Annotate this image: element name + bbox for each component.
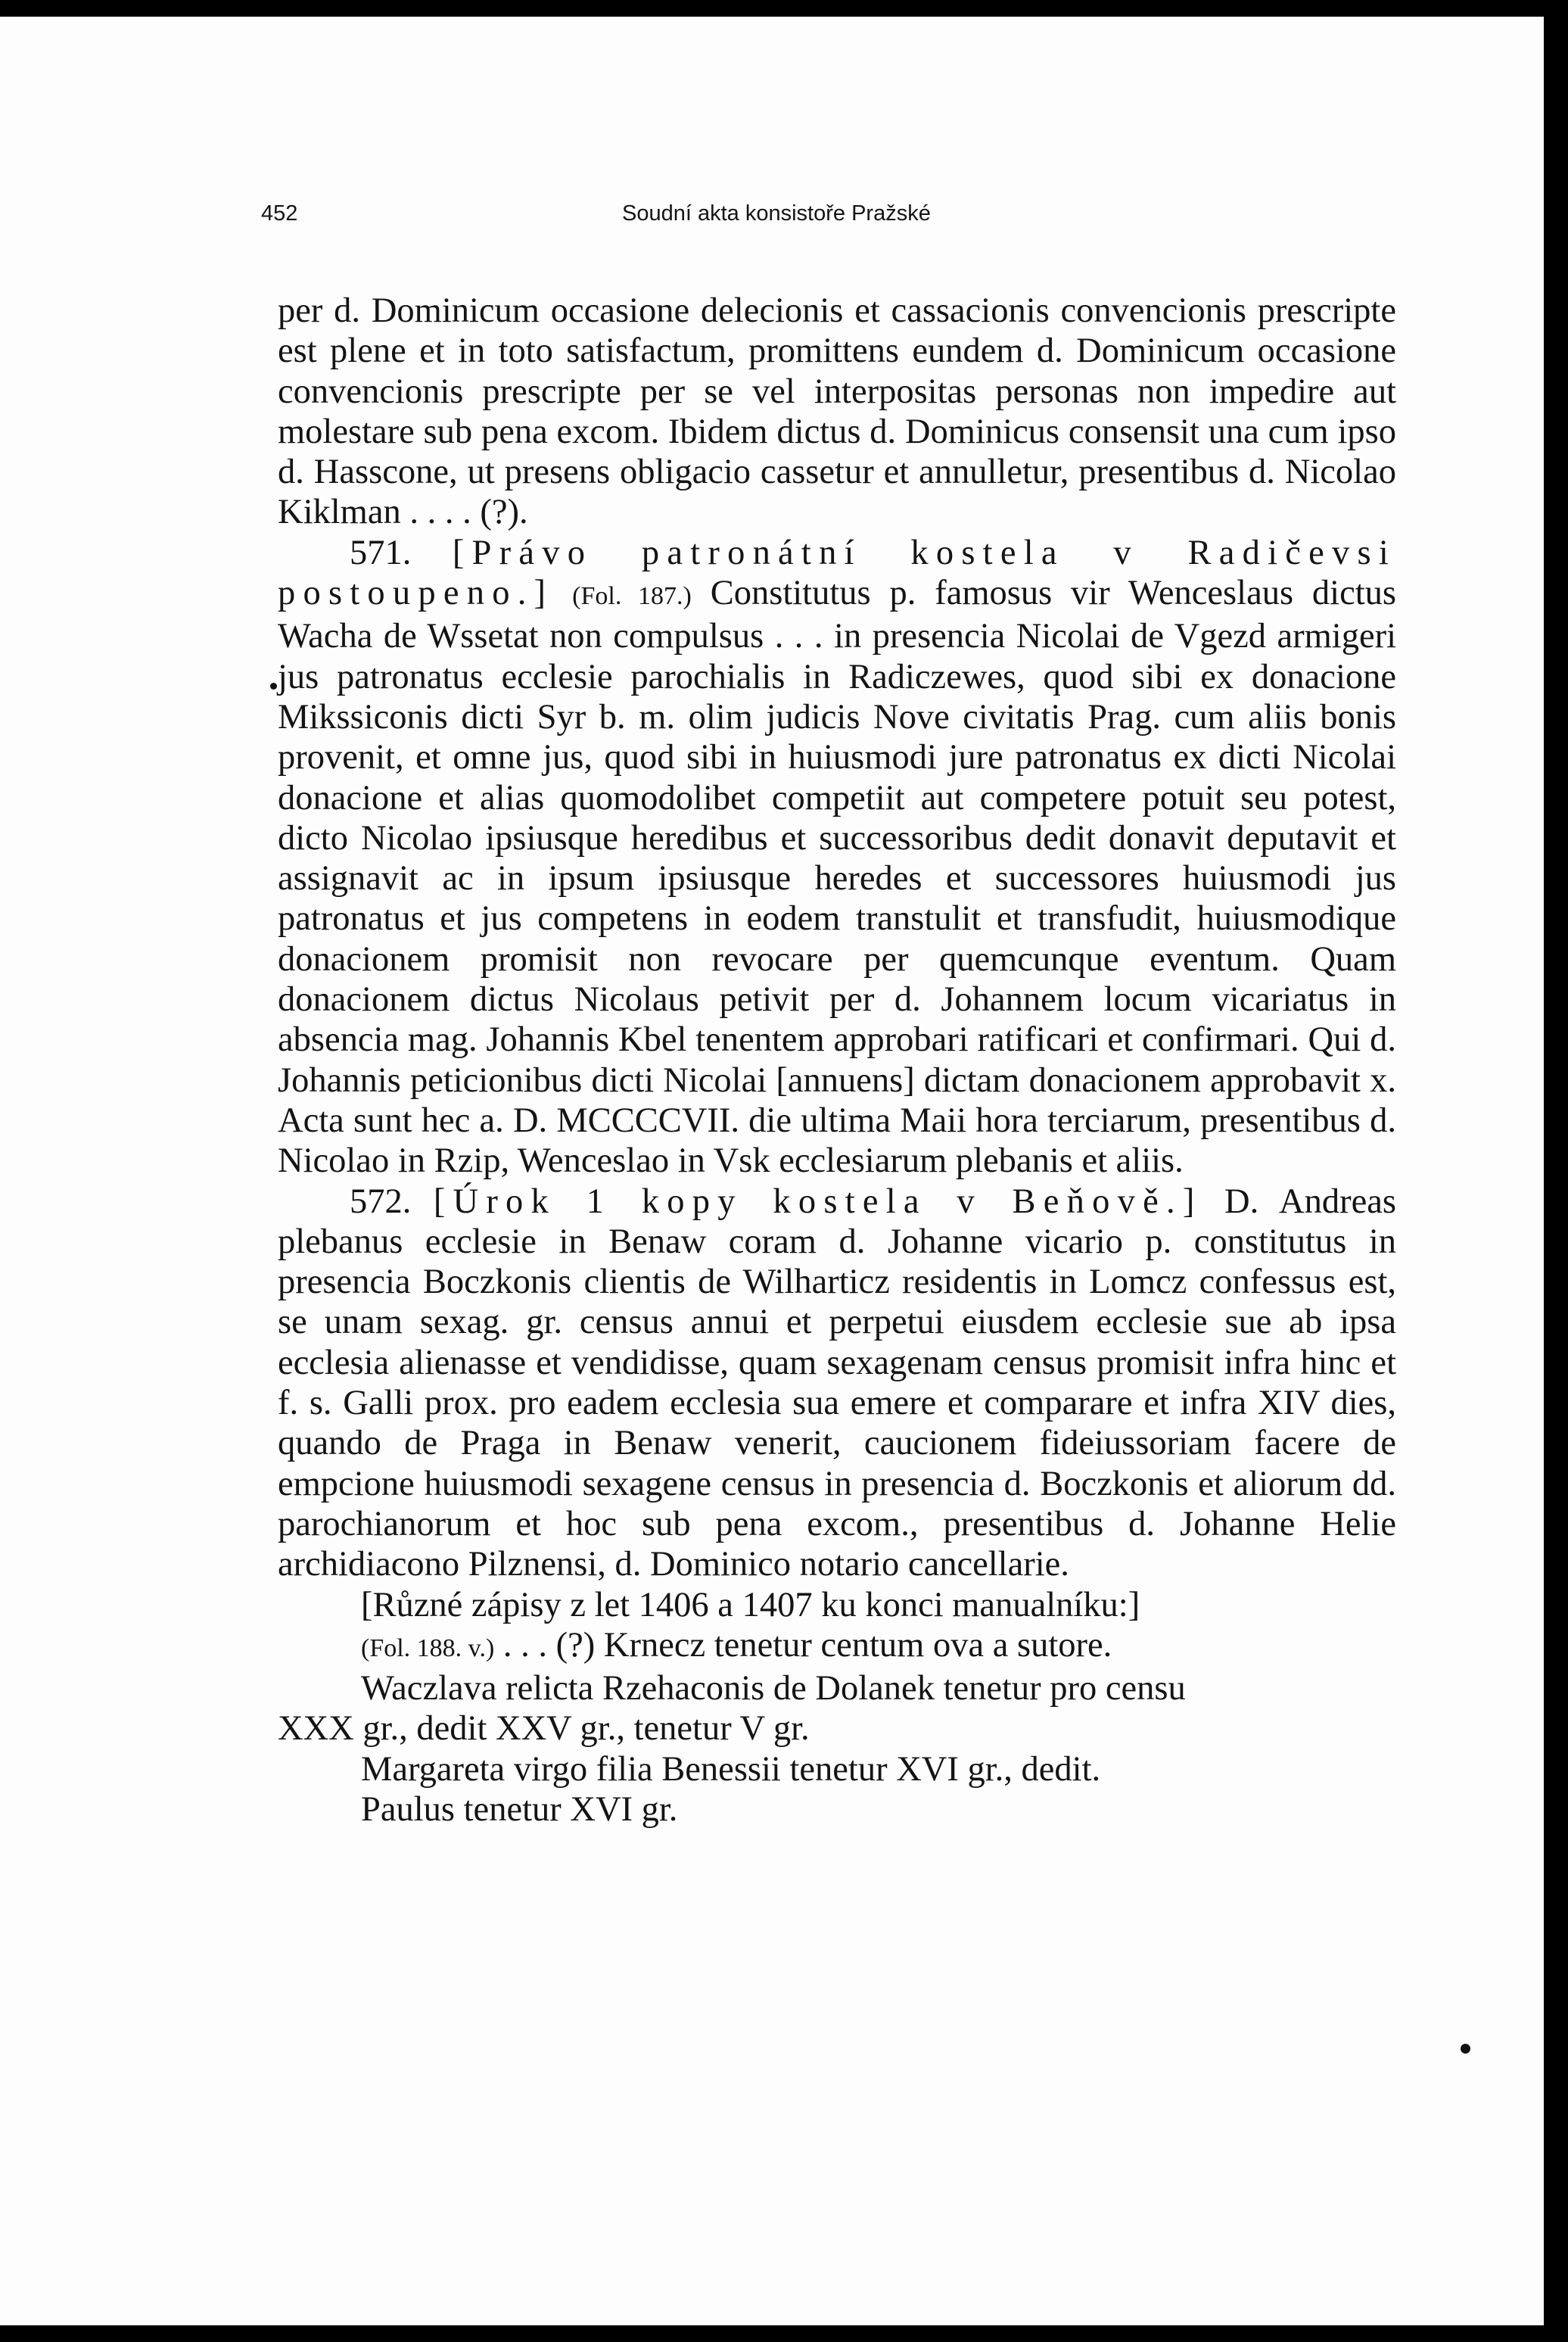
entry-571-text: Constitutus p. famosus vir Wenceslaus dictus Wacha de Wssetat non compulsus . . . in presencia Nicolai de Vgezd armigeri jus patronatus ecclesie parochialis in Radiczewes, quod sibi ex donacione Mikssiconis dicti Syr b. m. olim judicis Nove civitatis Prag. cum aliis bonis provenit, et omne jus, quod sibi in huiusmodi jure patronatus ex dicti Nicolai donacione et alias quomodolibet competiit aut competere potuit seu potest, dicto Nicolao ipsiusque heredibus et successoribus dedit donavit deputavit et assignavit ac in ipsum ipsiusque heredes et successores huiusmodi jus patronatus et jus competens in eodem transtulit et transfudit, huiusmodique donacionem promisit non revocare per quemcunque eventum. Quam donacionem dictus Nicolaus petivit per d. Johannem locum vicariatus in absencia mag. Johannis Kbel tenentem approbari ratificari et confirmari. Qui d. Johannis peticionibus dicti Nicolai [annuens] dictam donacionem approbavit x. Acta sunt hec a. D. MCCCCVII. die ultima Maii hora terciarum, presentibus d. Nicolao in Rzip, Wenceslao in Vsk ecclesiarum plebanis et aliis.: [278, 574, 1396, 1181]
notes-line-4: Paulus tenetur XVI gr.: [361, 1789, 678, 1829]
entry-571-title: [Právo patronátní kostela v Radičevsi postoupeno.]: [278, 533, 1396, 613]
notes-line-2-first: Waczlava relicta Rzehaconis de Dolanek tenetur pro censu: [361, 1669, 1186, 1708]
entry-572-number: 572.: [350, 1182, 412, 1221]
notes-line-2-cont: XXX gr., dedit XXV gr., tenetur V gr.: [278, 1709, 810, 1749]
notes-line-1-text: . . . (?) Krnecz tenetur centum ova a sutore.: [502, 1625, 1112, 1665]
intro-paragraph: per d. Dominicum occasione delecionis et cassacionis convencionis prescripte est plene et in toto satisfactum, promittens eundem d. Dominicum occasione convencionis prescripte per se vel interpositas personas non impedire aut molestare sub pena excom. Ibidem dictus d. Dominicus consensit una cum ipso d. Hasscone, ut presens obligacio cassetur et annulletur, presentibus d. Nicolao Kiklman . . . . (?).: [278, 291, 1396, 532]
page-number: 452: [261, 201, 298, 226]
entry-571: [278, 533, 1396, 1182]
margin-dot-right: [1461, 2044, 1470, 2054]
notes-line-1: [278, 1625, 1396, 1668]
margin-dot-left: [270, 683, 277, 690]
main-text: [278, 291, 1396, 1830]
entry-572-text: D. Andreas plebanus ecclesie in Benaw coram d. Johanne vicario p. constitutus in presencia Boczkonis clientis de Wilharticz residentis in Lomcz confessus est, se unam sexag. gr. census annui et perpetui eiusdem ecclesie sue ab ipsa ecclesia alienasse et vendidisse, quam sexagenam census promisit infra hinc et f. s. Galli prox. pro eadem ecclesia sua emere et comparare et infra XIV dies, quando de Praga in Benaw venerit, caucionem fideiussoriam facere de empcione huiusmodi sexagene census in presencia d. Boczkonis et aliorum dd. parochianorum et hoc sub pena excom., presentibus d. Johanne Helie archidiacono Pilznensi, d. Dominico notario cancellarie.: [278, 1182, 1396, 1584]
entry-571-folio: (Fol. 187.): [572, 582, 692, 611]
notes-line-3: Margareta virgo filia Benessii tenetur XVI gr., dedit.: [361, 1749, 1101, 1789]
notes-line-2: [278, 1668, 1396, 1749]
notes-heading: [Různé zápisy z let 1406 a 1407 ku konci manualníku:]: [361, 1585, 1140, 1624]
page-header: [0, 201, 1544, 232]
entry-571-number: 571.: [350, 533, 412, 572]
notes-folio: (Fol. 188. v.): [361, 1633, 495, 1662]
notes-section: [278, 1585, 1396, 1830]
entry-572-title: [Úrok 1 kopy kostela v Beňově.]: [433, 1182, 1202, 1221]
entry-572: [278, 1182, 1396, 1585]
book-page: [0, 17, 1544, 2325]
running-title: Soudní akta konsistoře Pražské: [622, 201, 931, 226]
